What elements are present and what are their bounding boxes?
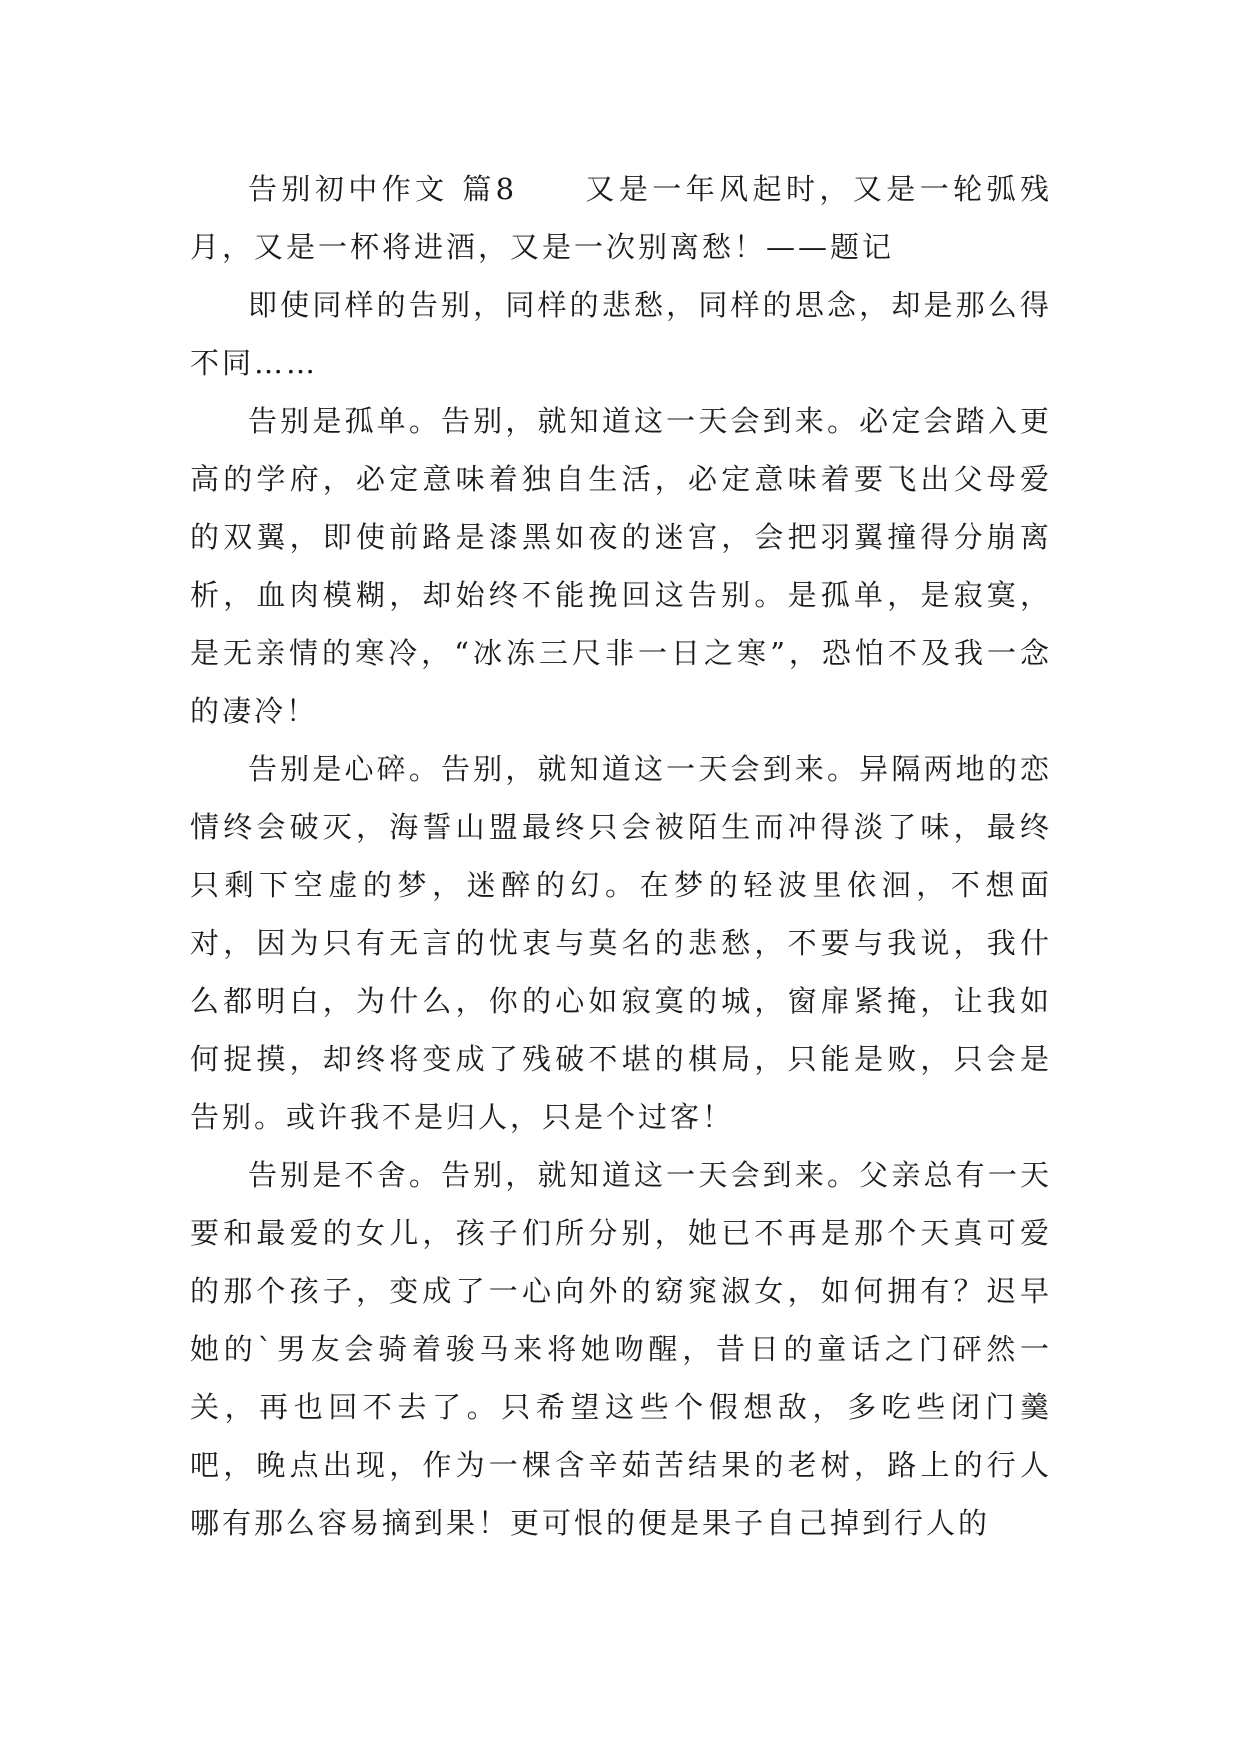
paragraph-2: 即使同样的告别，同样的悲愁，同样的思念，却是那么得不同…… bbox=[190, 288, 1052, 380]
document-body bbox=[190, 160, 1052, 1552]
paragraph-title-intro: 告别初中作文 篇8 又是一年风起时，又是一轮弧残月，又是一杯将进酒，又是一次别离愁！——题记 bbox=[190, 172, 1052, 264]
paragraph-3: 告别是孤单。告别，就知道这一天会到来。必定会踏入更高的学府，必定意味着独自生活，必定意味着要飞出父母爱的双翼，即使前路是漆黑如夜的迷宫，会把羽翼撞得分崩离析，血肉模糊，却始终不能挽回这告别。是孤单，是寂寞，是无亲情的寒冷，“冰冻三尺非一日之寒”，恐怕不及我一念的凄冷！ bbox=[190, 404, 1052, 728]
paragraph-5: 告别是不舍。告别，就知道这一天会到来。父亲总有一天要和最爱的女儿，孩子们所分别，她已不再是那个天真可爱的那个孩子，变成了一心向外的窈窕淑女，如何拥有？迟早她的`男友会骑着骏马来将她吻醒，昔日的童话之门砰然一关，再也回不去了。只希望这些个假想敌，多吃些闭门羹吧，晚点出现，作为一棵含辛茹苦结果的老树，路上的行人哪有那么容易摘到果！更可恨的便是果子自己掉到行人的 bbox=[190, 1158, 1052, 1540]
paragraph-4: 告别是心碎。告别，就知道这一天会到来。异隔两地的恋情终会破灭，海誓山盟最终只会被陌生而冲得淡了味，最终只剩下空虚的梦，迷醉的幻。在梦的轻波里依洄，不想面对，因为只有无言的忧衷与莫名的悲愁，不要与我说，我什么都明白，为什么，你的心如寂寞的城，窗扉紧掩，让我如何捉摸，却终将变成了残破不堪的棋局，只能是败，只会是告别。或许我不是归人，只是个过客！ bbox=[190, 752, 1052, 1134]
